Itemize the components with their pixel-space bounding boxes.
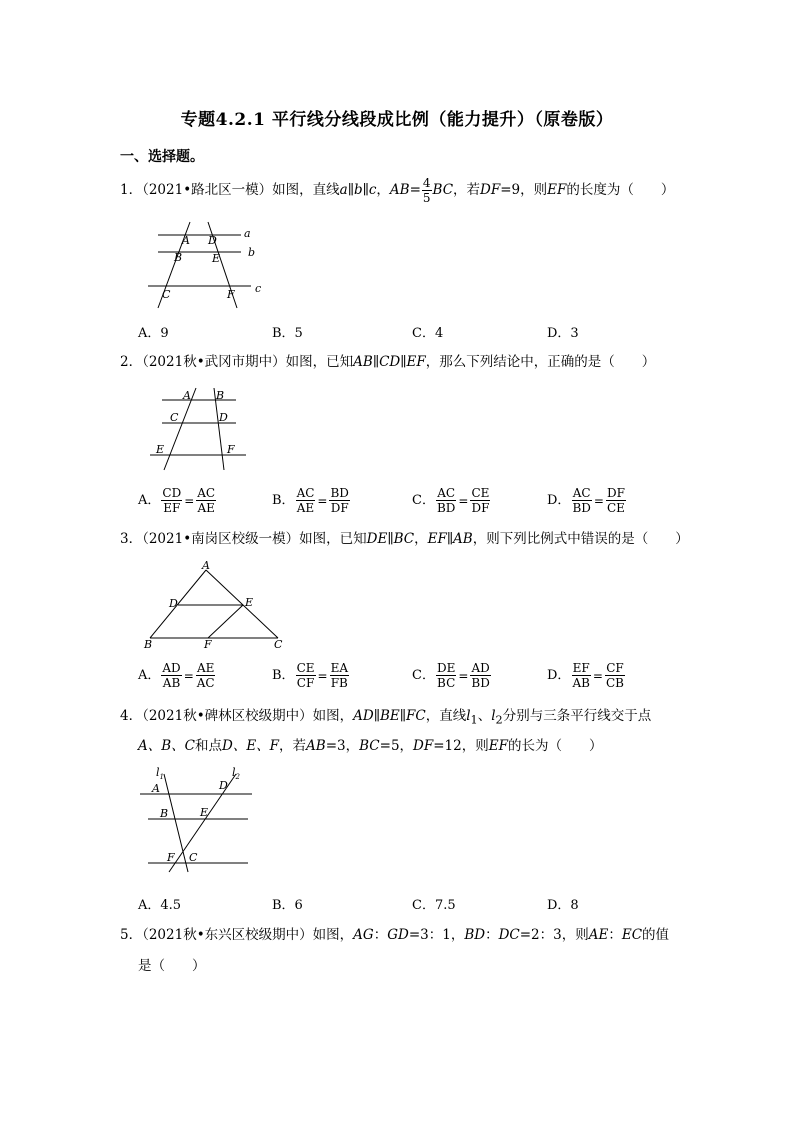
q3-option-b[interactable]: B． $\frac{CE}{CF}$ = $\frac{EA}{FB}$	[272, 661, 349, 690]
label-A: A	[183, 389, 191, 402]
label-F: F	[227, 288, 235, 301]
label-l2: $l_2$	[232, 766, 240, 781]
question-1: 1．（2021•路北区一模）如图，直线a∥b∥c，AB= $\frac{4}{5}$ BC，若DF=9，则EF的长度为（ ）	[120, 176, 675, 205]
label-B: B	[216, 389, 225, 402]
question-2: 2．（2021秋•武冈市期中）如图，已知AB∥CD∥EF，那么下列结论中，正确的是（ ）	[120, 354, 656, 370]
q1-option-b[interactable]: B．5	[272, 326, 303, 341]
label-B: B	[144, 638, 153, 650]
label-C: C	[189, 851, 198, 864]
question-5-line-1: 5．（2021秋•东兴区校级期中）如图，AG：GD=3：1，BD：DC=2：3，则AE：EC的值	[120, 927, 670, 943]
label-B: B	[174, 251, 183, 264]
diagram-q3	[140, 560, 290, 650]
question-4-line-2: A、B、C和点D、E、F，若AB=3，BC=5，DF=12，则EF的长为（ ）	[138, 738, 603, 754]
question-4-line-1: 4．（2021秋•碑林区校级期中）如图，AD∥BE∥FC，直线$l_1$、$l_2$分别与三条平行线交于点	[120, 708, 652, 727]
label-D: D	[169, 597, 178, 610]
label-D: D	[219, 779, 228, 792]
label-A: A	[182, 234, 190, 247]
label-a: a	[244, 227, 251, 240]
fraction-4-5: $\frac{4}{5}$	[422, 176, 431, 205]
label-l1: $l_1$	[156, 766, 164, 781]
label-A: A	[202, 560, 210, 572]
question-3: 3．（2021•南岗区校级一模）如图，已知DE∥BC，EF∥AB，则下列比例式中错误的是（ ）	[120, 531, 689, 547]
q1-option-c[interactable]: C．4	[412, 326, 444, 341]
q3-option-a[interactable]: A． $\frac{AD}{AB}$ = $\frac{AE}{AC}$	[138, 661, 215, 690]
label-B: B	[160, 807, 169, 820]
page-title: 专题4.2.1 平行线分线段成比例（能力提升）（原卷版）	[180, 110, 614, 130]
label-F: F	[227, 443, 235, 456]
q1-option-d[interactable]: D．3	[547, 326, 579, 341]
label-E: E	[200, 806, 209, 819]
q3-option-d[interactable]: D． $\frac{EF}{AB}$ = $\frac{CF}{CB}$	[547, 661, 624, 690]
diagram-q1	[138, 220, 268, 312]
label-C: C	[162, 288, 171, 301]
q2-option-d[interactable]: D． $\frac{AC}{BD}$ = $\frac{DF}{CE}$	[547, 486, 625, 515]
label-c: c	[255, 282, 262, 295]
label-E: E	[212, 252, 221, 265]
q4-option-a[interactable]: A．4.5	[138, 898, 182, 913]
q1-option-a[interactable]: A．9	[138, 326, 169, 341]
section-heading: 一、选择题。	[120, 149, 204, 165]
q3-option-c[interactable]: C． $\frac{DE}{BC}$ = $\frac{AD}{BD}$	[412, 661, 490, 690]
q4-option-b[interactable]: B．6	[272, 898, 303, 913]
q4-option-d[interactable]: D．8	[547, 898, 579, 913]
label-F: F	[204, 638, 212, 650]
label-C: C	[274, 638, 283, 650]
label-E: E	[156, 443, 165, 456]
label-D: D	[219, 411, 228, 424]
question-5-line-2: 是（ ）	[138, 958, 206, 974]
q4-option-c[interactable]: C．7.5	[412, 898, 456, 913]
q2-option-a[interactable]: A． $\frac{CD}{EF}$ = $\frac{AC}{AE}$	[138, 486, 216, 515]
label-C: C	[170, 411, 179, 424]
label-b: b	[248, 246, 256, 259]
q2-option-c[interactable]: C． $\frac{AC}{BD}$ = $\frac{CE}{DF}$	[412, 486, 490, 515]
label-E: E	[245, 596, 254, 609]
label-F: F	[167, 851, 175, 864]
diagram-q2	[142, 386, 254, 472]
label-A: A	[152, 782, 160, 795]
label-D: D	[208, 234, 217, 247]
diagram-q4	[136, 764, 260, 876]
q2-option-b[interactable]: B． $\frac{AC}{AE}$ = $\frac{BD}{DF}$	[272, 486, 349, 515]
